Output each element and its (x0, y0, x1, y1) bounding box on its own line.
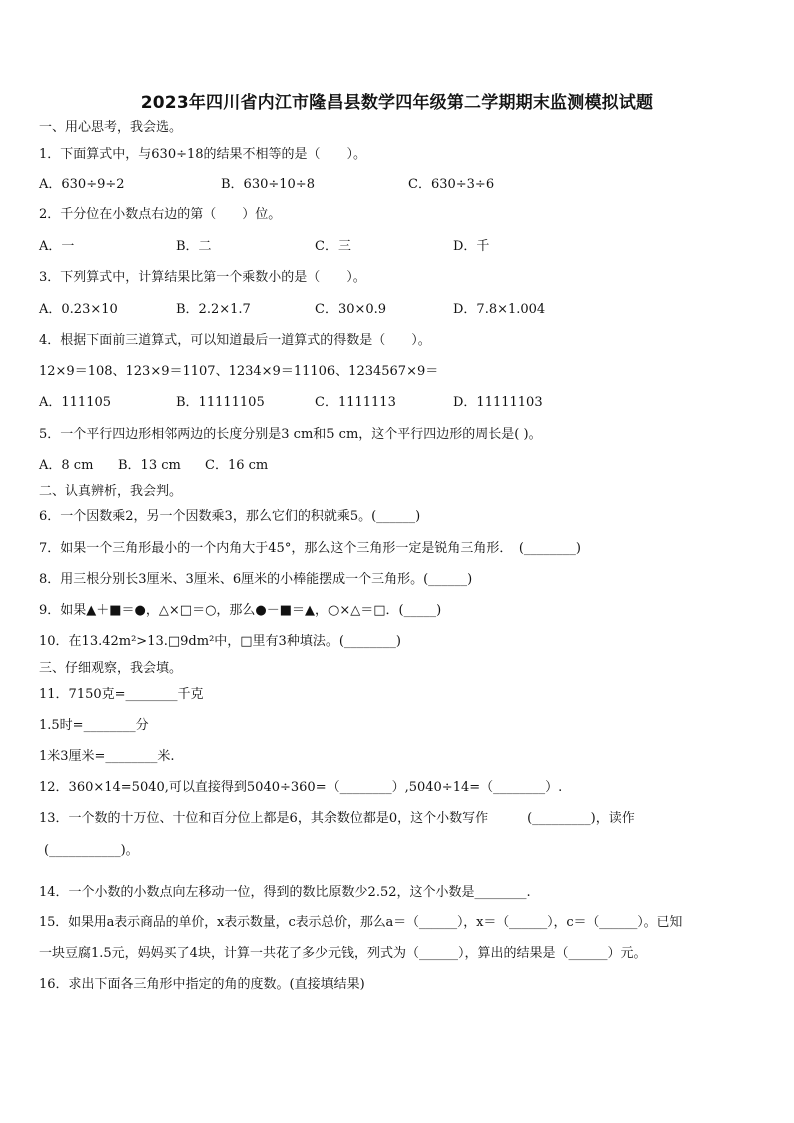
q1-option-a: A．630÷9÷2 (39, 177, 125, 192)
question-11-part-2: 1.5时=________分 (39, 718, 149, 733)
q2-option-b: B．二 (176, 239, 212, 254)
question-2: 2．千分位在小数点右边的第（ ）位。 (39, 207, 282, 222)
question-3: 3．下列算式中，计算结果比第一个乘数小的是（ ）。 (39, 270, 366, 285)
q3-option-a: A．0.23×10 (39, 302, 118, 317)
q2-option-a: A．一 (39, 239, 75, 254)
question-16: 16．求出下面各三角形中指定的角的度数。(直接填结果) (39, 977, 365, 992)
question-8: 8．用三根分别长3厘米、3厘米、6厘米的小棒能摆成一个三角形。(______) (39, 572, 473, 587)
question-7: 7．如果一个三角形最小的一个内角大于45°，那么这个三角形一定是锐角三角形． (________) (39, 541, 581, 556)
q5-option-b: B．13 cm (118, 458, 181, 473)
question-13-part-2: (___________)。 (44, 843, 139, 858)
question-11: 11．7150克=________千克 (39, 687, 204, 702)
q5-option-c: C．16 cm (205, 458, 269, 473)
q3-option-c: C．30×0.9 (315, 302, 387, 317)
question-10: 10．在13.42m²>13.□9dm²中，□里有3种填法。(________) (39, 634, 401, 649)
question-13: 13．一个数的十万位、十位和百分位上都是6，其余数位都是0，这个小数写作 (_________)，读作 (39, 811, 635, 826)
q4-option-b: B．11111105 (176, 395, 265, 410)
question-5: 5．一个平行四边形相邻两边的长度分别是3 cm和5 cm，这个平行四边形的周长是( )。 (39, 427, 542, 442)
question-1: 1．下面算式中，与630÷18的结果不相等的是（ ）。 (39, 147, 367, 162)
question-15-part-2: 一块豆腐1.5元，妈妈买了4块，计算一共花了多少元钱，列式为（______），算出的结果是（______）元。 (39, 946, 647, 961)
question-4: 4．根据下面前三道算式，可以知道最后一道算式的得数是（ ）。 (39, 333, 431, 348)
question-12: 12．360×14=5040,可以直接得到5040÷360=（________）,5040÷14=（________）. (39, 780, 563, 795)
q3-option-b: B．2.2×1.7 (176, 302, 251, 317)
question-14: 14．一个小数的小数点向左移动一位，得到的数比原数少2.52，这个小数是________. (39, 885, 531, 900)
q1-option-c: C．630÷3÷6 (408, 177, 495, 192)
q4-option-d: D．11111103 (453, 395, 543, 410)
q3-option-d: D．7.8×1.004 (453, 302, 546, 317)
section-3-heading: 三、仔细观察，我会填。 (39, 661, 183, 676)
question-9: 9．如果▲＋■＝●，△×□＝○，那么●－■＝▲，○×△＝□．(_____) (39, 603, 442, 618)
page-title: 2023年四川省内江市隆昌县数学四年级第二学期期末监测模拟试题 (140, 93, 654, 113)
question-11-part-3: 1米3厘米=________米. (39, 749, 175, 764)
q4-option-a: A．111105 (39, 395, 112, 410)
q2-option-d: D．千 (453, 239, 490, 254)
q4-option-c: C．1111113 (315, 395, 396, 410)
q5-option-a: A．8 cm (39, 458, 94, 473)
question-15: 15．如果用a表示商品的单价，x表示数量，c表示总价，那么a＝（______），x＝（______），c＝（______）。已知 (39, 915, 683, 930)
section-2-heading: 二、认真辨析，我会判。 (39, 484, 183, 499)
question-6: 6．一个因数乘2，另一个因数乘3，那么它们的积就乘5。(______) (39, 509, 421, 524)
q1-option-b: B．630÷10÷8 (221, 177, 315, 192)
q2-option-c: C．三 (315, 239, 351, 254)
section-1-heading: 一、用心思考，我会选。 (39, 120, 183, 135)
question-4-equations: 12×9＝108、123×9＝1107、1234×9＝11106、1234567×9＝ (39, 364, 439, 379)
